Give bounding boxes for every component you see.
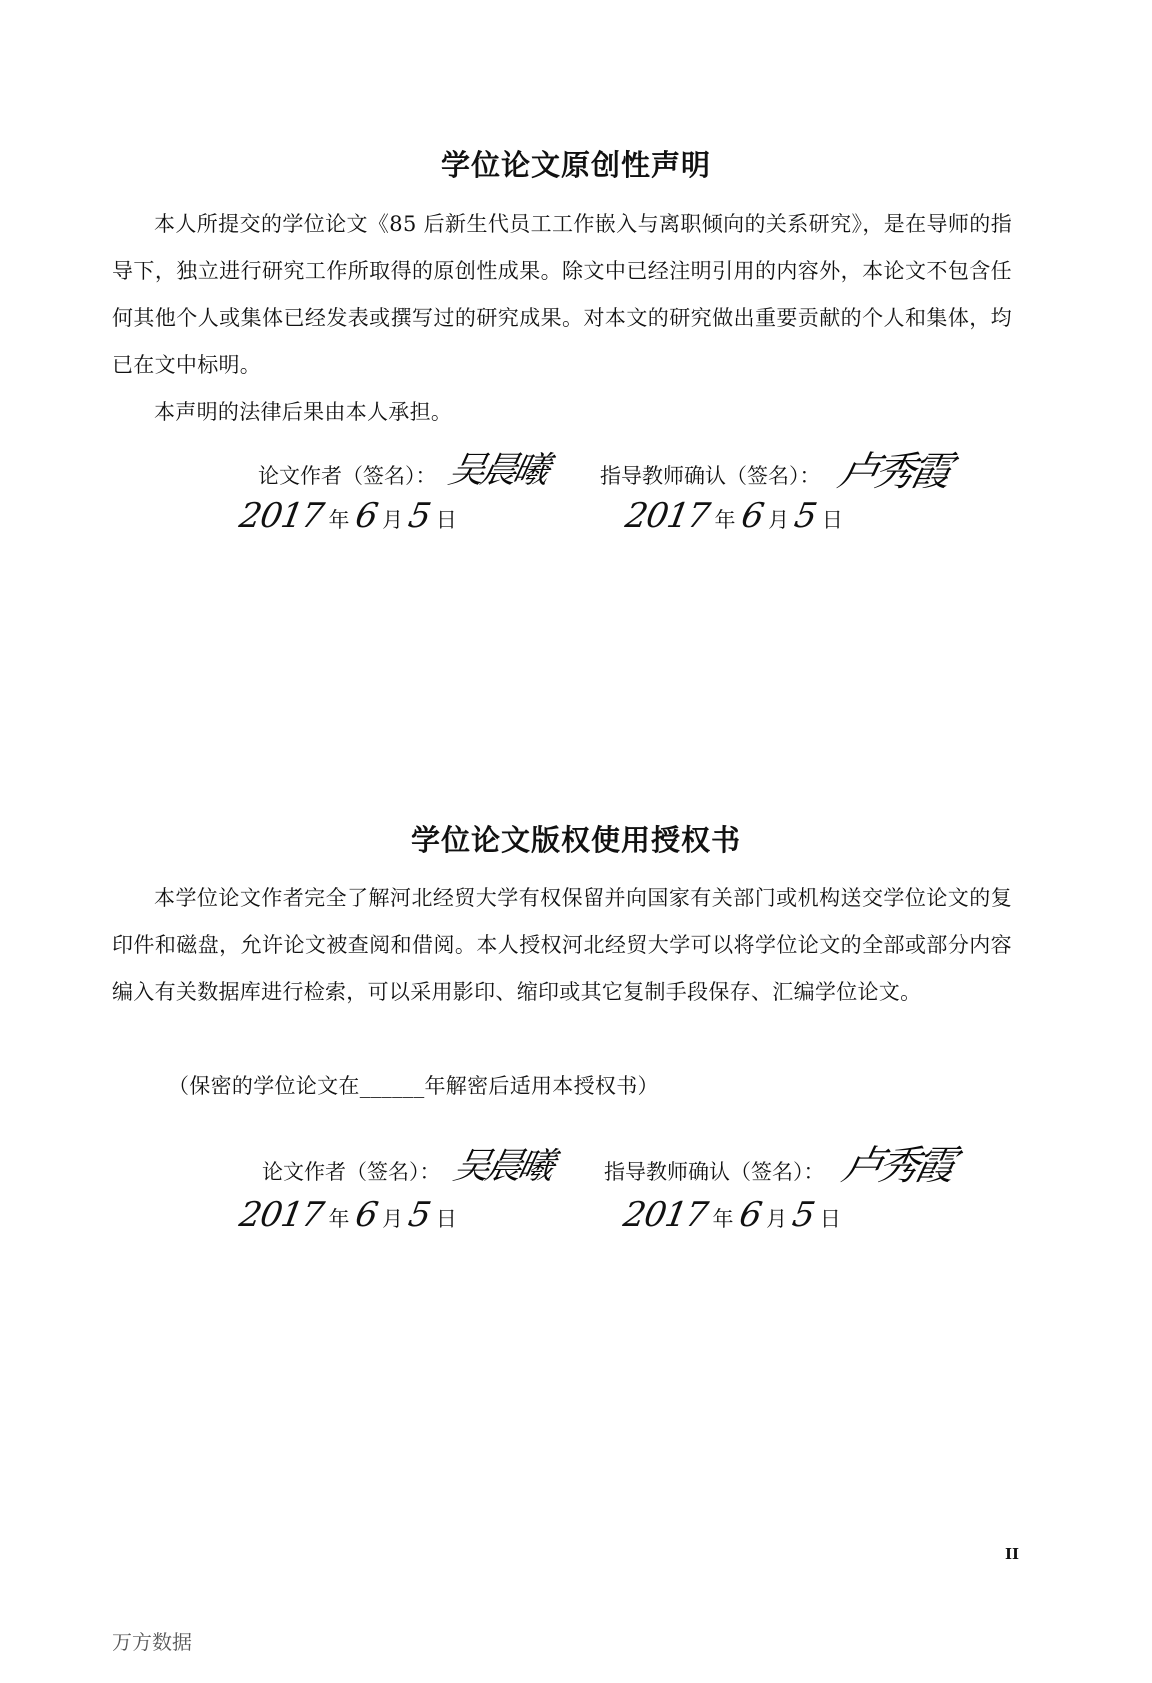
author-date-year: 2017 [236, 496, 327, 536]
advisor-handwritten-signature-2: 卢秀霞 [838, 1143, 957, 1189]
advisor-signature-label: 指导教师确认（签名）： [600, 464, 821, 488]
author-signature-row-2 [262, 1156, 441, 1186]
legal-responsibility-paragraph: 本声明的法律后果由本人承担。 [154, 400, 453, 424]
advisor-date-year: 2017 [622, 496, 713, 536]
advisor-date-month-2: 6 [736, 1195, 764, 1235]
author-handwritten-signature-2: 吴晨曦 [450, 1146, 555, 1187]
advisor-signature-label-2: 指导教师确认（签名）： [604, 1160, 825, 1184]
author-handwritten-signature: 吴晨曦 [445, 450, 550, 491]
advisor-signature-row [600, 460, 821, 490]
advisor-date-month: 6 [738, 496, 766, 536]
author-date: 2017 年6 月5 日 [236, 496, 457, 536]
confidential-thesis-note: （保密的学位论文在______年解密后适用本授权书） [168, 1074, 659, 1098]
copyright-authorization-title: 学位论文版权使用授权书 [410, 823, 741, 857]
advisor-date-year-2: 2017 [620, 1195, 711, 1235]
copyright-authorization-paragraph: 本学位论文作者完全了解河北经贸大学有权保留并向国家有关部门或机构送交学位论文的复印件和磁盘，允许论文被查阅和借阅。本人授权河北经贸大学可以将学位论文的全部或部分内容编入有关数据库进行检索，可以采用影印、缩印或其它复制手段保存、汇编学位论文。 [112, 886, 1012, 1004]
advisor-date: 2017 年6 月5 日 [622, 496, 843, 536]
author-date-month: 6 [352, 496, 380, 536]
wanfang-watermark: 万方数据 [112, 1630, 192, 1654]
author-date-2: 2017 年6 月5 日 [236, 1195, 457, 1235]
advisor-date-2: 2017 年6 月5 日 [620, 1195, 841, 1235]
advisor-date-day-2: 5 [789, 1195, 818, 1235]
advisor-date-day: 5 [791, 496, 820, 536]
author-date-year-2: 2017 [236, 1195, 327, 1235]
author-date-month-2: 6 [352, 1195, 380, 1235]
author-signature-row [258, 460, 437, 490]
author-date-day-2: 5 [405, 1195, 434, 1235]
advisor-signature-row-2 [604, 1156, 825, 1186]
author-date-day: 5 [405, 496, 434, 536]
originality-declaration-title: 学位论文原创性声明 [440, 148, 711, 182]
author-signature-label: 论文作者（签名）： [258, 464, 437, 488]
page-number: II [1004, 1545, 1019, 1563]
advisor-handwritten-signature: 卢秀霞 [834, 449, 953, 495]
author-signature-label-2: 论文作者（签名）： [262, 1160, 441, 1184]
originality-declaration-paragraph: 本人所提交的学位论文《85 后新生代员工工作嵌入与离职倾向的关系研究》，是在导师的指导下，独立进行研究工作所取得的原创性成果。除文中已经注明引用的内容外，本论文不包含任何其他个人或集体已经发表或撰写过的研究成果。对本文的研究做出重要贡献的个人和集体，均已在文中标明。 [112, 212, 1012, 377]
